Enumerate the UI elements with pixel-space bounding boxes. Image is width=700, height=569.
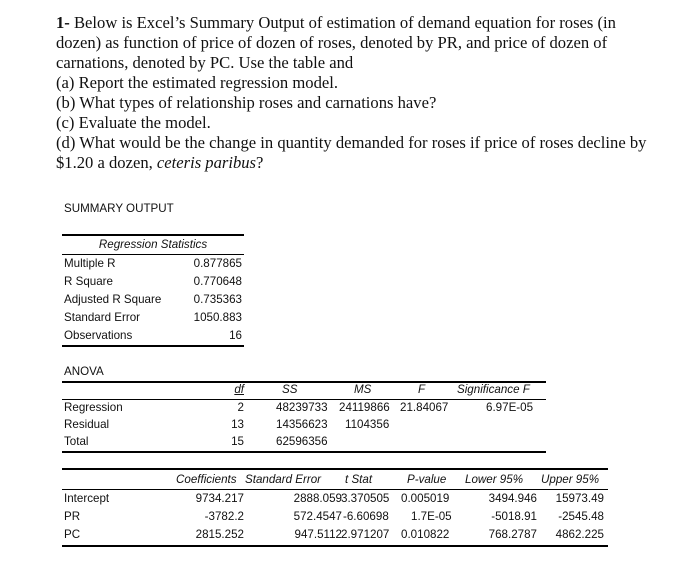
coef-row-standard-error: 947.5112 — [294, 528, 342, 541]
regstats-header-rule — [62, 254, 244, 255]
anova-row-significance-f: 6.97E-05 — [486, 401, 534, 414]
coef-header-standard-error: Standard Error — [245, 473, 322, 486]
coef-row-label: PR — [64, 510, 81, 523]
coef-row-upper-95: 4862.225 — [555, 528, 604, 541]
coef-header-upper-95: Upper 95% — [541, 473, 600, 486]
question-part-a: (a) Report the estimated regression model. — [56, 73, 339, 92]
coef-row-upper-95: 15973.49 — [555, 492, 604, 505]
anova-row-ss: 48239733 — [276, 401, 328, 414]
regstats-bottom-rule — [62, 345, 244, 347]
coef-header-t-stat: t Stat — [345, 473, 373, 486]
regstat-value-observations: 16 — [229, 329, 242, 342]
coef-row-standard-error: 572.4547 — [293, 510, 342, 523]
anova-header-ss: SS — [282, 383, 298, 396]
anova-row-label: Regression — [64, 401, 123, 414]
coef-row-p-value: 0.005019 — [401, 492, 450, 505]
anova-row-label: Residual — [64, 418, 110, 431]
anova-header-significance-f: Significance F — [457, 383, 530, 396]
anova-row-ms: 24119866 — [339, 401, 390, 414]
coef-row-t-stat: 2.971207 — [341, 528, 390, 541]
regstat-value-adj-r-square: 0.735363 — [193, 293, 242, 306]
regstats-top-rule — [62, 234, 244, 236]
coef-row-lower-95: -5018.91 — [491, 510, 537, 523]
regstat-label-multiple-r: Multiple R — [64, 257, 116, 270]
coef-row-label: Intercept — [64, 492, 110, 505]
question-intro-line-3: carnations, denoted by PC. Use the table and — [56, 53, 354, 72]
coef-row-label: PC — [64, 528, 81, 541]
anova-header-ms: MS — [354, 383, 372, 396]
anova-row-ss: 62596356 — [276, 435, 328, 448]
question-number: 1- — [56, 13, 70, 32]
regstat-value-std-error: 1050.883 — [193, 311, 242, 324]
question-intro-line-2: dozen) as function of price of dozen of roses, denoted by PR, and price of dozen of — [56, 33, 608, 52]
coef-row-t-stat: -6.60698 — [343, 510, 389, 523]
anova-header-f: F — [418, 383, 426, 396]
question-part-d: (d) What would be the change in quantity demanded for roses if price of roses decline by — [56, 133, 647, 152]
coef-header-coefficients: Coefficients — [176, 473, 237, 486]
coef-row-p-value: 0.010822 — [401, 528, 450, 541]
regstat-value-r-square: 0.770648 — [193, 275, 242, 288]
question-part-b: (b) What types of relationship roses and carnations have? — [56, 93, 437, 112]
anova-row-df: 15 — [231, 435, 244, 448]
coef-row-lower-95: 768.2787 — [488, 528, 537, 541]
anova-row-ss: 14356623 — [276, 418, 328, 431]
summary-title: SUMMARY OUTPUT — [64, 202, 174, 215]
coef-bottom-rule — [62, 545, 608, 547]
coef-row-p-value: 1.7E-05 — [411, 510, 452, 523]
regstat-label-r-square: R Square — [64, 275, 113, 288]
coef-row-lower-95: 3494.946 — [488, 492, 537, 505]
anova-header-df: df — [234, 383, 244, 396]
anova-row-df: 2 — [237, 401, 244, 414]
question-intro-line-1: 1- Below is Excel’s Summary Output of estimation of demand equation for roses (in — [56, 13, 616, 32]
coef-row-standard-error: 2888.059 — [293, 492, 342, 505]
regstat-value-multiple-r: 0.877865 — [193, 257, 242, 270]
coef-row-coefficient: 9734.217 — [195, 492, 244, 505]
coef-row-upper-95: -2545.48 — [558, 510, 604, 523]
anova-row-ms: 1104356 — [345, 418, 390, 431]
coef-row-coefficient: 2815.252 — [195, 528, 244, 541]
coef-header-lower-95: Lower 95% — [465, 473, 524, 486]
coef-header-p-value: P-value — [407, 473, 447, 486]
question-part-c: (c) Evaluate the model. — [56, 113, 211, 132]
question-text — [56, 13, 686, 173]
regstat-label-adj-r-square: Adjusted R Square — [64, 293, 162, 306]
coef-row-t-stat: 3.370505 — [341, 492, 390, 505]
regstat-label-observations: Observations — [64, 329, 133, 342]
regstats-title: Regression Statistics — [98, 238, 208, 251]
anova-bottom-rule — [62, 451, 546, 453]
question-part-d-continued: $1.20 a dozen, ceteris paribus? — [56, 153, 264, 172]
anova-header-rule — [62, 399, 546, 400]
anova-row-label: Total — [64, 435, 89, 448]
anova-row-df: 13 — [231, 418, 244, 431]
regstat-label-std-error: Standard Error — [64, 311, 141, 324]
anova-title: ANOVA — [64, 365, 104, 378]
coef-top-rule — [62, 468, 608, 470]
anova-row-f: 21.84067 — [400, 401, 449, 414]
coef-row-coefficient: -3782.2 — [204, 510, 244, 523]
coef-header-rule — [62, 489, 608, 490]
